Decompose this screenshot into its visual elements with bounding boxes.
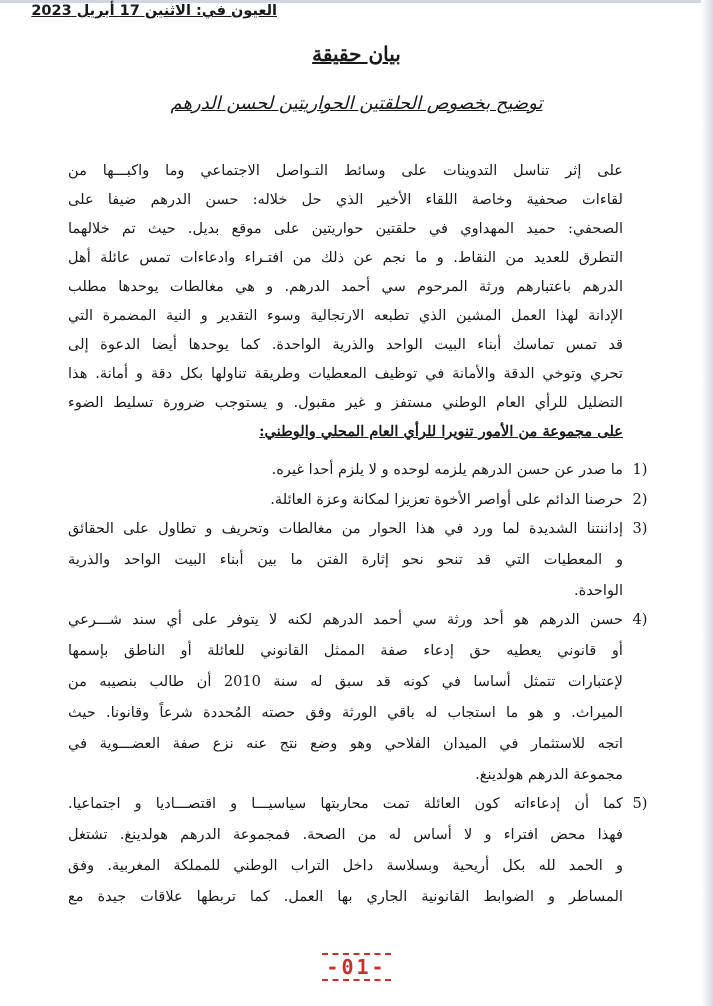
document-date: العيون في: الاثنين 17 أبريل 2023 [31,3,277,19]
point-number: 5) [632,795,648,812]
intro-line: التضليل للرأي العام الوطني مستفز و غير مقبول. و يستوجب ضرورة تسليط الضوء [68,394,623,411]
point-number: 2) [632,491,648,508]
page-number-stamp [0,955,713,979]
point-line: حرصنا الدائم على أواصر الأخوة تعزيزا لمكانة وعزة العائلة. [270,491,623,508]
point-number: 4) [632,611,648,628]
point-number: 3) [632,520,648,537]
point-line: اتجه للاستثمار في الميدان الفلاحي وهو وضع نتج عنه نزع صفة العضـــوية في [68,735,623,752]
intro-line: تحري وتوخي الدقة والأمانة في توظيف المعطيات وطريقة تناولها بكل دقة و أمانة. هذا [68,365,623,382]
point-line: كما أن إدعاءاته كون العائلة تمت محاربتها سياسيـــا و اقتصـــاديا و اجتماعيا. [68,795,623,812]
intro-line: التطرق للعديد من النقاط. و ما نجم عن ذلك من افتـراء وادعاءات تمس عائلة أهل [68,249,623,266]
page-number-text: -01- [322,953,390,981]
point-line: ما صدر عن حسن الدرهم يلزمه لوحده و لا يلزم أحدا غيره. [271,461,623,478]
point-line: و المعطيات التي قد تنحو نحو إثارة الفتن ما بين أبناء البيت الواحد والذرية [68,551,623,568]
point-line: الواحدة. [573,582,623,599]
point-line: و الحمد لله بكل أريحية وبسلاسة داخل التراب الوطني للمملكة المغربية. وفق [68,857,623,874]
intro-line: قد تمس تماسك أبناء البيت الواحد والذرية الواحدة. كما يوحدها أيضا الدعوة إلى [68,336,623,353]
intro-line: على إثر تناسل التدوينات على وسائط التـواصل الاجتماعي وما واكبـــها من [68,162,623,179]
intro-line: الصحفي: حميد المهداوي في حلقتين حواريتين على موقع بديل. حيث تم خلالهما [68,220,623,237]
intro-line: الدرهم باعتبارهم ورثة المرحوم سي أحمد الدرهم. و هي مغالطات يوحدها مطلب [68,278,623,295]
document-subtitle: توضيح بخصوص الحلقتين الحواريتين لحسن الدرهم [170,93,543,114]
intro-heading-line: على مجموعة من الأمور تنويرا للرأي العام المحلي والوطني: [259,423,623,440]
point-line: أو قانوني يعطيه حق إدعاء صفة الممثل القانوني للعائلة أو الناطق بإسمها [68,642,623,659]
document-title: بيان حقيقة [312,42,401,66]
page-edge-right [701,0,713,1006]
point-line: المساطر و الضوابط القانونية الجاري بها العمل. كما تربطها علاقات جيدة مع [68,888,623,905]
point-line: فهذا محض افتراء و لا أساس له من الصحة. فمجموعة الدرهم هولدينغ. تشتغل [68,826,623,843]
point-line: إداننتنا الشديدة لما ورد في هذا الحوار من مغالطات وتحريف و تطاول على الحقائق [68,520,623,537]
point-line: لإعتبارات تتمثل أساسا في كونه قد سبق له سنة 2010 أن طالب بنصيبه من [68,673,623,690]
point-line: حسن الدرهم هو أحد ورثة سي أحمد الدرهم لكنه لا يتوفر على أي سند شـــرعي [68,611,623,628]
point-number: 1) [632,461,648,478]
intro-line: لقاءات صحفية وخاصة اللقاء الأخير الذي حل خلاله: حسن الدرهم ضيفا على [68,191,623,208]
point-line: مجموعة الدرهم هولدينغ. [475,766,623,783]
point-line: الميراث. و هو ما استجاب له باقي الورثة وفق حصته المُحددة شرعاً وقانونا. حيث [68,704,623,721]
intro-line: الإدانة لهذا العمل المشين الذي تطبعه الارتجالية وسوء التقدير و النية المضمرة التي [68,307,623,324]
